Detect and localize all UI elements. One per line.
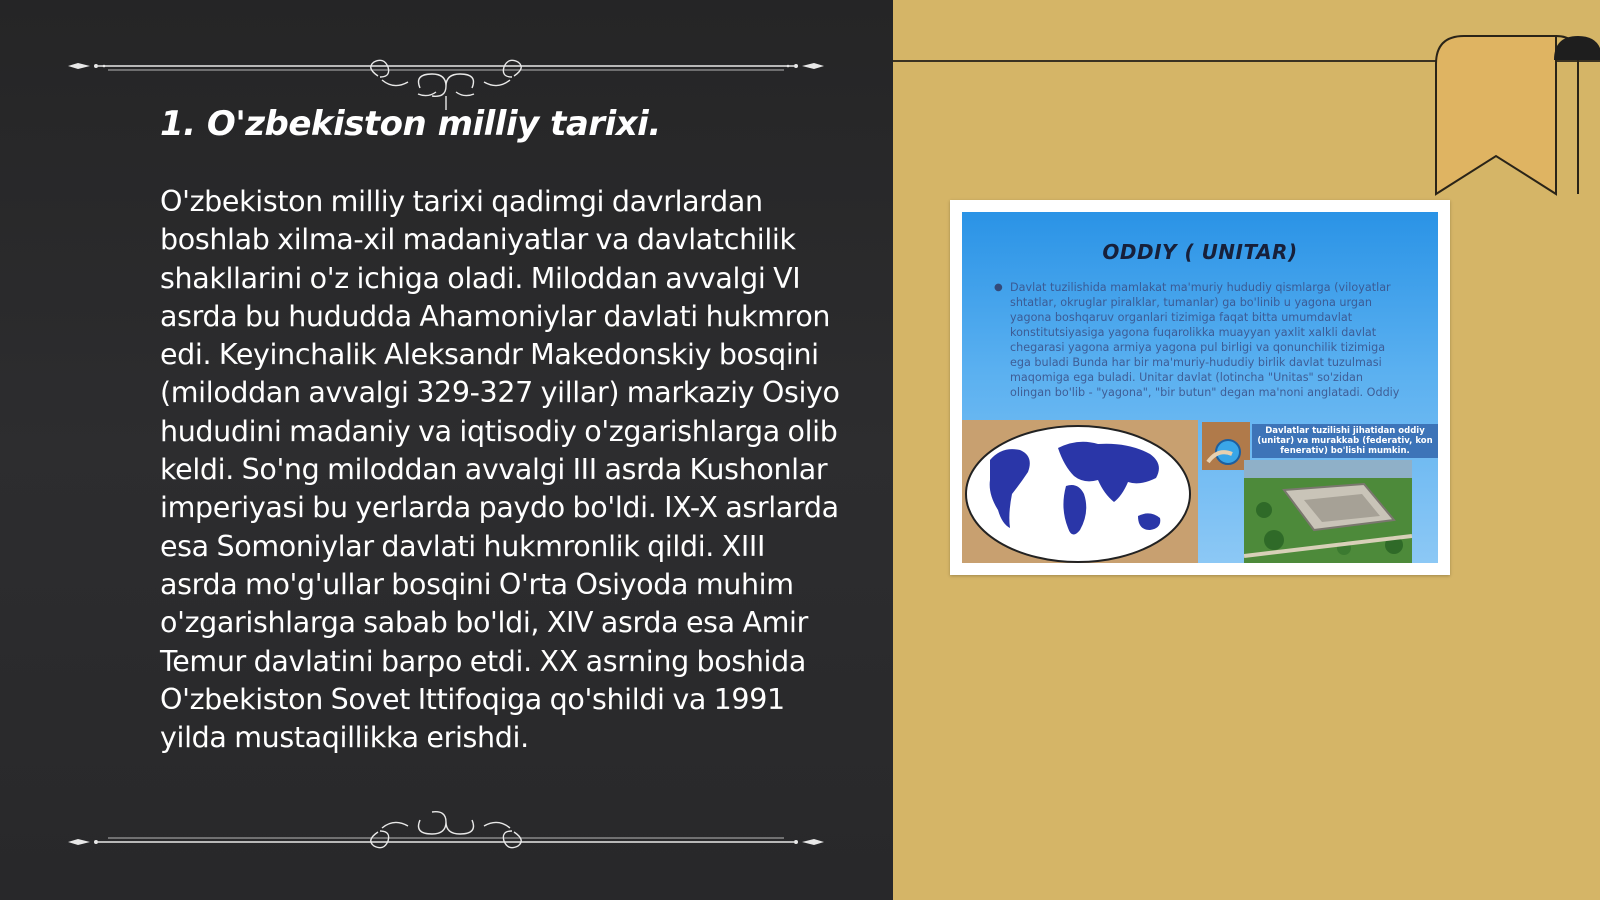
bookmark-ribbon-icon [1432, 34, 1600, 199]
globe-hand-icon [1202, 422, 1250, 470]
embedded-paragraph: Davlat tuzilishida mamlakat ma'muriy hududiy qismlarga (viloyatlar shtatlar, okruglar piralklar, tumanlar) ga bo'linib u yagona urgan yagona boshqaruv organlari tizimiga faqat bitta umumdavlat konstitutsiyasiga yagona fuqarolikka muayyan yaxlit xalkli davlat chegarasi yagona armiya yagona pul birligi va qonunchilik tizimiga ega buladi Bunda har bir ma'muriy-hududiy birlik davlat tuzulmasi maqomiga ega buladi. Unitar davlat (lotincha "Unitas" so'zidan olingan bo'lib - "yagona", "bir butun" degan ma'noni anglatadi. Oddiy [1010, 281, 1400, 399]
embedded-heading: ODDIY ( UNITAR) [1102, 240, 1298, 264]
ornamental-divider-top [68, 52, 824, 112]
bullet-dot-icon: ● [994, 282, 1003, 293]
embedded-slide-image [950, 200, 1450, 575]
world-map-icon [962, 420, 1198, 563]
slide-body-text: O'zbekiston milliy tarixi qadimgi davrlardan boshlab xilma-xil madaniyatlar va davlatchilik shakllarini o'z ichiga oladi. Miloddan avvalgi VI asrda bu hududda Ahamoniylar davlati hukmron edi. Keyinchalik Aleksandr Makedonskiy bosqini (miloddan avvalgi 329-327 yillar) markaziy Osiyo hududini madaniy va iqtisodiy o'zgarishlarga olib keldi. So'ng miloddan avvalgi III asrda Kushonlar imperiyasi bu yerlarda paydo bo'ldi. IX-X asrlarda esa Somoniylar davlati hukmronlik qildi. XIII asrda mo'g'ullar bosqini O'rta Osiyoda muhim o'zgarishlarga sabab bo'ldi, XIV asrda esa Amir Temur davlatini barpo etdi. XX asrning boshida O'zbekiston Sovet Ittifoqiga qo'shildi va 1991 yilda mustaqillikka erishdi. [160, 185, 840, 755]
world-map-image [962, 420, 1198, 563]
info-caption-box: Davlatlar tuzilishi jihatidan oddiy (unitar) va murakkab (federativ, kon fenerativ) bo'lishi mumkin. [1252, 424, 1438, 458]
slide-title: 1. O'zbekiston milliy tarixi. [160, 104, 661, 144]
aerial-photo-image [1244, 460, 1412, 563]
embedded-slide-content [962, 212, 1438, 563]
ornamental-divider-bottom [68, 796, 824, 856]
